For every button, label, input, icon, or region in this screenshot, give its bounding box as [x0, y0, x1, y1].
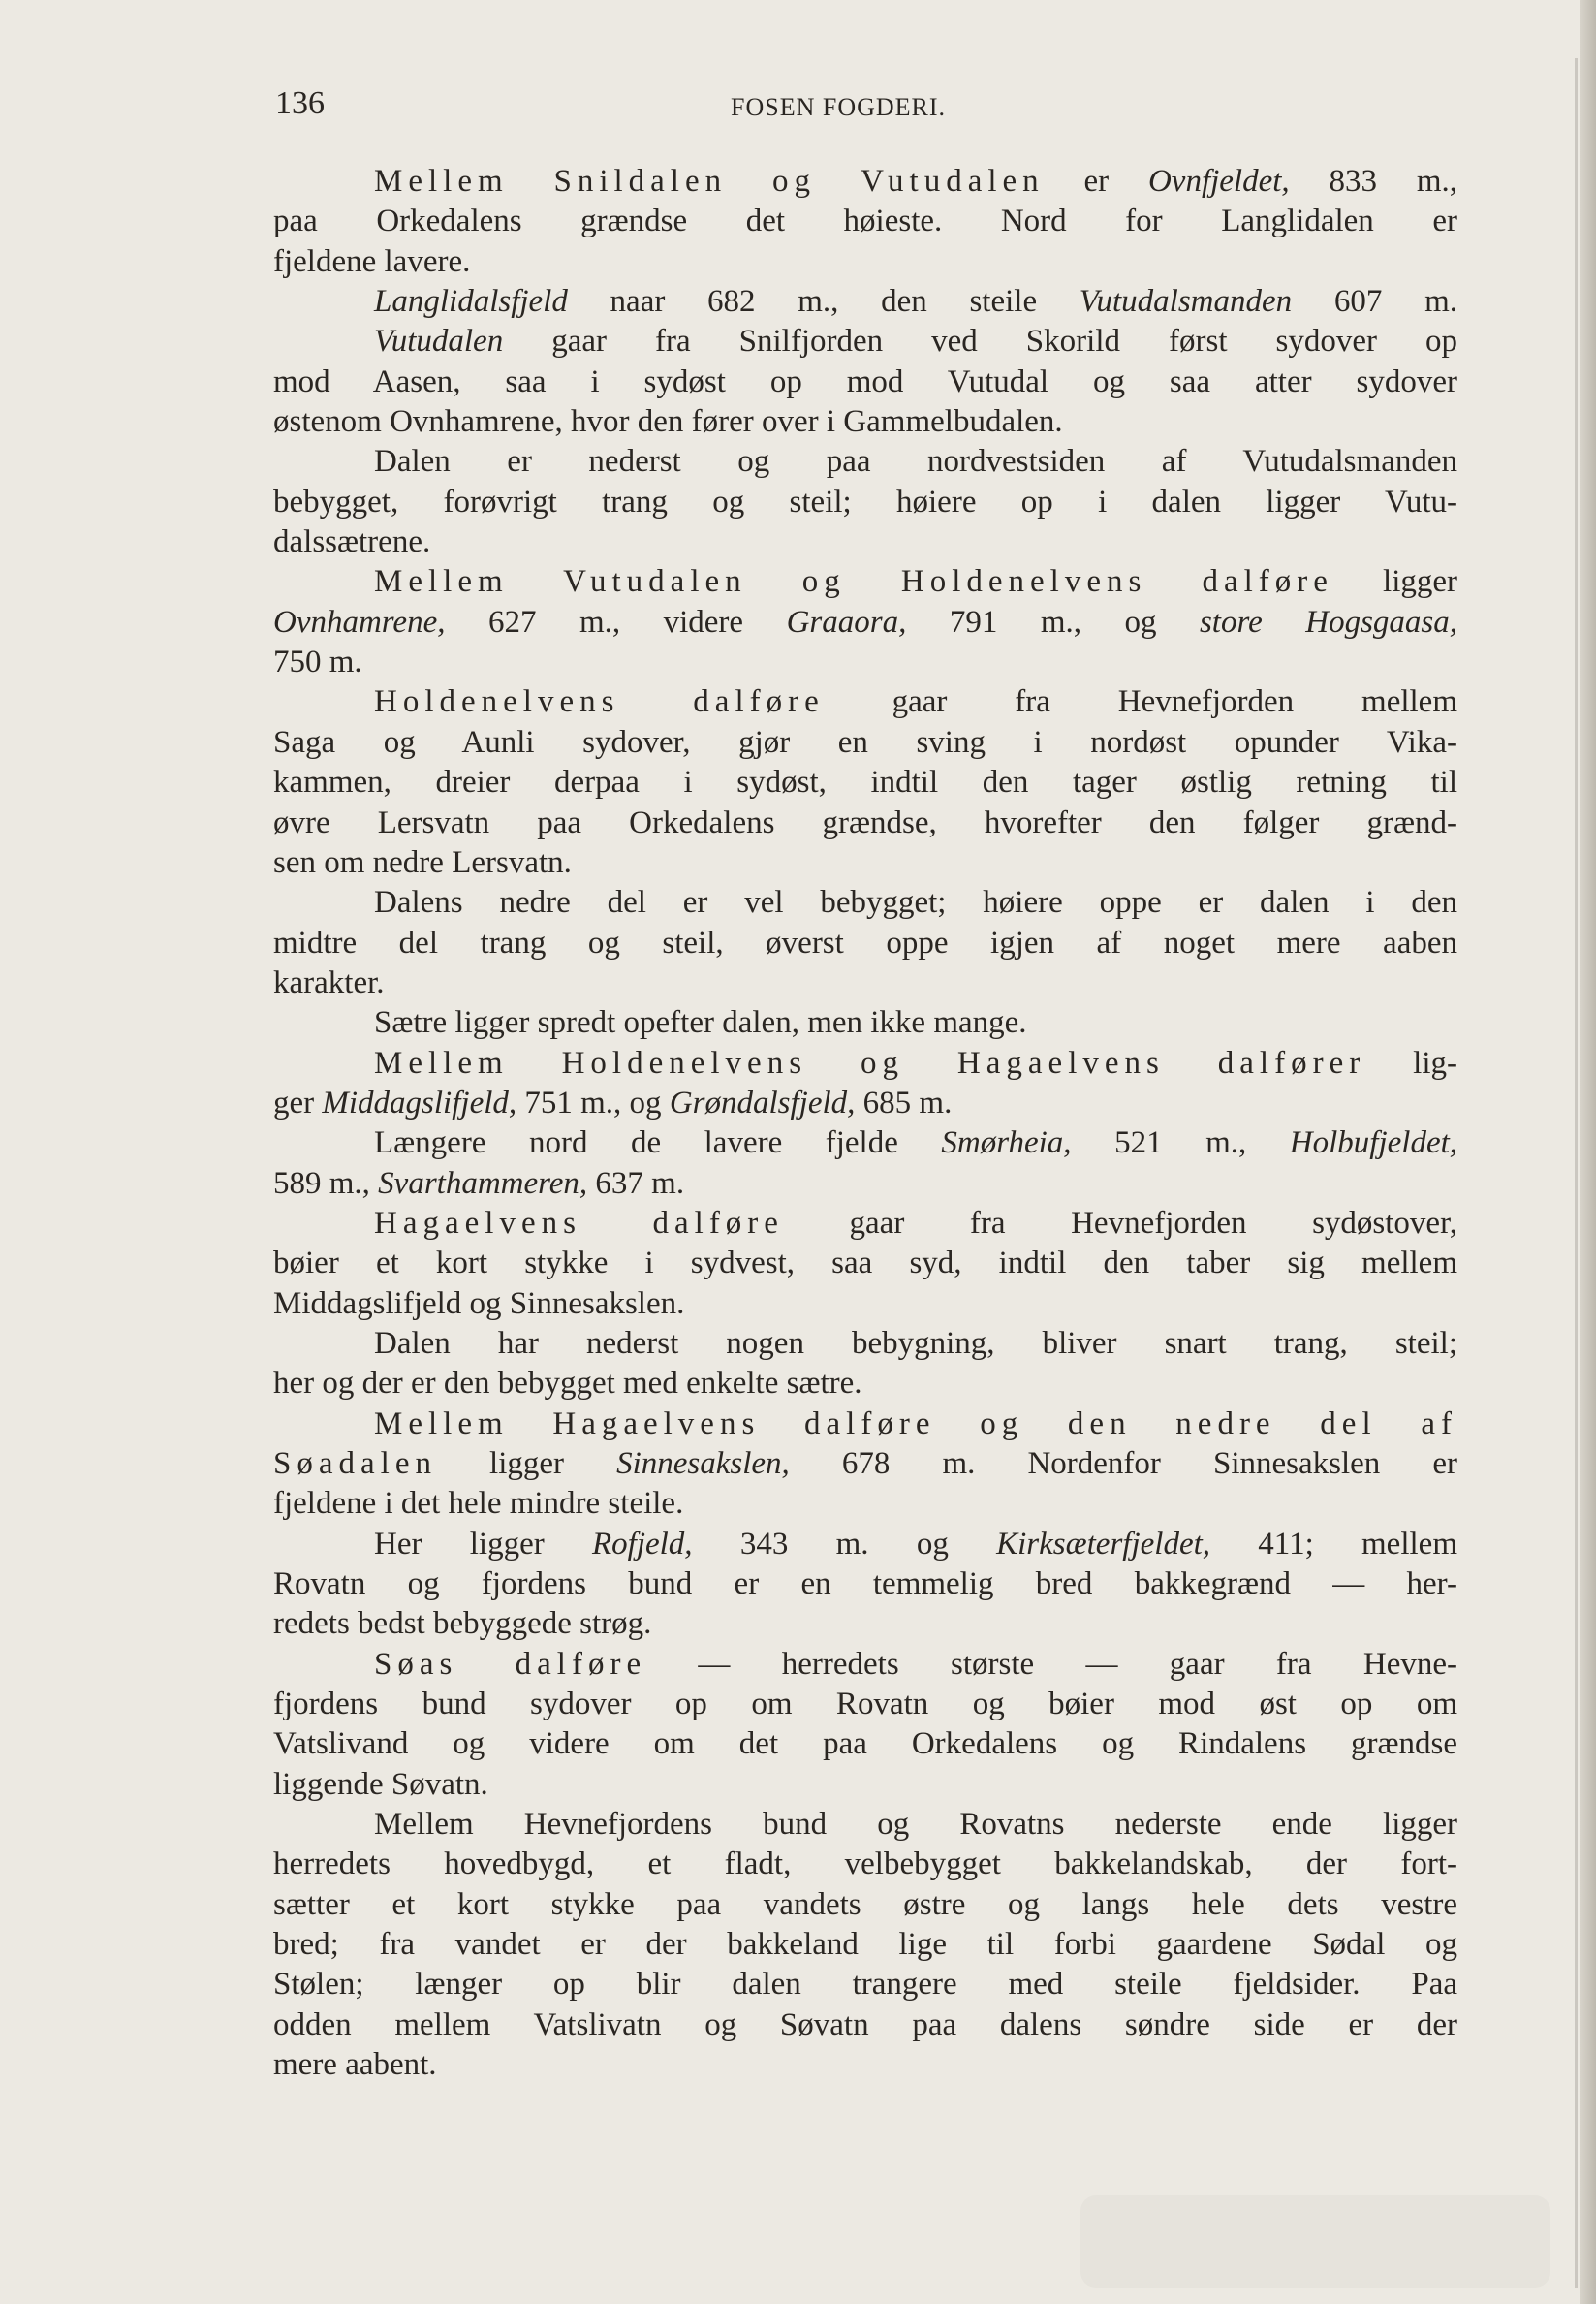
text-line — [273, 763, 1457, 803]
text-segment: ligger — [436, 1446, 617, 1481]
text-segment: Middagslifjeld og Sinnesakslen. — [273, 1285, 685, 1321]
text-segment: — herredets største — gaar fra Hevne- — [646, 1646, 1457, 1682]
italic-name: Rofjeld, — [592, 1526, 693, 1562]
text-segment: bred; fra vandet er der bakkeland lige til forbi gaardene Sødal og — [273, 1927, 1457, 1963]
text-line — [273, 562, 1457, 602]
spaced-heading: Mellem Holdenelvens og Hagaelvens dalfører — [374, 1045, 1366, 1081]
text-line — [273, 1845, 1457, 1884]
italic-name: Langlidalsfjeld — [374, 284, 568, 320]
spaced-heading: Holdenelvens dalføre — [374, 684, 825, 720]
italic-name: Middagslifjeld, — [322, 1085, 517, 1120]
italic-name: Sinnesakslen, — [616, 1446, 790, 1481]
text-segment: Dalens nedre del er vel bebygget; høiere oppe er dalen i den — [374, 885, 1457, 921]
spaced-heading: Mellem Hagaelvens dalføre og den nedre del af — [374, 1405, 1457, 1441]
text-segment: Rovatn og fjordens bund er en temmelig bred bakkegrænd — her- — [273, 1566, 1457, 1602]
text-line — [273, 603, 1457, 643]
text-segment: 607 m. — [1292, 284, 1457, 320]
text-segment: 791 m., og — [906, 604, 1200, 640]
text-segment: gaar fra Snilfjorden ved Skorild først sydover op — [503, 324, 1457, 360]
text-line — [273, 1484, 1457, 1524]
text-line — [273, 1123, 1457, 1163]
italic-name: Smørheia, — [941, 1125, 1072, 1161]
text-line — [273, 1164, 1457, 1204]
text-segment: 637 m. — [587, 1165, 685, 1201]
text-line — [273, 1965, 1457, 2004]
text-line — [273, 2005, 1457, 2045]
page-number: 136 — [275, 85, 325, 121]
text-line — [273, 2045, 1457, 2085]
text-segment: her og der er den bebygget med enkelte sætre. — [273, 1366, 862, 1402]
text-line — [273, 402, 1457, 442]
italic-name: Ovnhamrene, — [273, 604, 446, 640]
spaced-heading: Søas dalføre — [374, 1646, 647, 1682]
text-line — [273, 1885, 1457, 1925]
text-line — [273, 1044, 1457, 1084]
italic-name: Vutudalen — [374, 324, 504, 360]
text-line — [273, 1404, 1457, 1444]
text-segment: 627 m., videre — [445, 604, 787, 640]
text-line — [273, 843, 1457, 883]
text-line — [273, 1564, 1457, 1604]
text-line — [273, 242, 1457, 282]
text-segment: bøier et kort stykke i sydvest, saa syd, indtil den taber sig mellem — [273, 1246, 1457, 1281]
spaced-heading: Mellem Snildalen og Vutudalen — [374, 164, 1045, 199]
text-segment: herredets hovedbygd, et fladt, velbebygget bakkelandskab, der fort- — [273, 1846, 1457, 1882]
text-segment: sætter et kort stykke paa vandets østre og langs hele dets vestre — [273, 1886, 1457, 1922]
text-line — [273, 1525, 1457, 1564]
text-segment: kammen, dreier derpaa i sydøst, indtil den tager østlig retning til — [273, 765, 1457, 801]
italic-name: Ovnfjeldet, — [1147, 164, 1290, 199]
text-line — [273, 1925, 1457, 1965]
text-segment: Stølen; længer op blir dalen trangere med steile fjeldsider. Paa — [273, 1967, 1457, 2003]
italic-name: Vutudalsmanden — [1079, 284, 1293, 320]
text-segment: ger — [273, 1085, 323, 1120]
text-line — [273, 1003, 1457, 1043]
text-segment: dalssætrene. — [273, 524, 431, 560]
page-header — [275, 85, 1457, 134]
text-segment: bebygget, forøvrigt trang og steil; høiere op i dalen ligger Vutu- — [273, 484, 1457, 520]
text-line — [273, 202, 1457, 241]
page-edge-shadow — [1575, 58, 1578, 2288]
text-line — [273, 804, 1457, 843]
text-line — [273, 963, 1457, 1003]
running-head: FOSEN FOGDERI. — [731, 93, 947, 121]
text-segment: naar 682 m., den steile — [567, 284, 1080, 320]
text-segment: øvre Lersvatn paa Orkedalens grændse, hvorefter den følger grænd- — [273, 805, 1457, 840]
text-line — [273, 1284, 1457, 1324]
text-line — [273, 1805, 1457, 1845]
text-line — [273, 162, 1457, 202]
italic-name: Graaora, — [786, 604, 907, 640]
text-segment: sen om nedre Lersvatn. — [273, 844, 572, 880]
text-segment: østenom Ovnhamrene, hvor den fører over i Gammelbudalen. — [273, 404, 1063, 440]
text-line — [273, 322, 1457, 362]
text-segment: 411; mellem — [1210, 1526, 1457, 1562]
text-line — [273, 442, 1457, 482]
text-segment: Vatslivand og videre om det paa Orkedalens og Rindalens grændse — [273, 1726, 1457, 1762]
text-line — [273, 1685, 1457, 1724]
text-segment: redets bedst bebyggede strøg. — [273, 1606, 652, 1642]
text-line — [273, 363, 1457, 402]
text-body — [273, 162, 1457, 2086]
text-line — [273, 1604, 1457, 1644]
text-line — [273, 883, 1457, 923]
spaced-heading: Hagaelvens dalføre — [374, 1205, 784, 1241]
text-segment: mod Aasen, saa i sydøst op mod Vutudal og saa atter sydover — [273, 363, 1457, 399]
text-segment: fjordens bund sydover op om Rovatn og bøier mod øst op om — [273, 1687, 1457, 1722]
text-segment: 685 m. — [855, 1085, 953, 1120]
text-line — [273, 1765, 1457, 1805]
text-segment: 751 m., og — [516, 1085, 670, 1120]
text-line — [273, 1444, 1457, 1484]
text-line — [273, 1724, 1457, 1764]
text-segment: karakter. — [273, 964, 385, 1000]
text-line — [273, 282, 1457, 322]
scan-smudge — [1080, 2195, 1550, 2288]
text-line — [273, 1324, 1457, 1364]
text-segment: Saga og Aunli sydover, gjør en sving i nordøst opunder Vika- — [273, 724, 1457, 760]
text-segment: 750 m. — [273, 645, 362, 680]
text-line — [273, 1084, 1457, 1123]
text-segment: 589 m., — [273, 1165, 379, 1201]
text-segment: Her ligger — [374, 1526, 592, 1562]
italic-name: Holbufjeldet, — [1289, 1125, 1458, 1161]
italic-name: Grøndalsfjeld, — [669, 1085, 856, 1120]
text-segment: fjeldene lavere. — [273, 243, 471, 279]
text-segment: 678 m. Nordenfor Sinnesakslen er — [789, 1446, 1457, 1481]
text-line — [273, 924, 1457, 963]
text-line — [273, 1364, 1457, 1404]
spaced-heading: Mellem Vutudalen og Holdenelvens dalføre — [374, 564, 1333, 600]
text-segment: midtre del trang og steil, øverst oppe igjen af noget mere aaben — [273, 925, 1457, 961]
italic-name: store Hogsgaasa, — [1199, 604, 1457, 640]
page-right-edge — [1580, 0, 1596, 2304]
text-segment: Sætre ligger spredt opefter dalen, men ikke mange. — [374, 1005, 1027, 1041]
text-line — [273, 522, 1457, 562]
text-line — [273, 1244, 1457, 1283]
spaced-heading: Søadalen — [273, 1446, 437, 1481]
text-line — [273, 643, 1457, 682]
text-segment: lig- — [1365, 1045, 1457, 1081]
italic-name: Svarthammeren, — [378, 1165, 588, 1201]
text-line — [273, 483, 1457, 522]
text-segment: gaar fra Hevnefjorden sydøstover, — [783, 1205, 1457, 1241]
italic-name: Kirksæterfjeldet, — [996, 1526, 1211, 1562]
text-segment: 833 m., — [1289, 164, 1457, 199]
text-segment: Dalen er nederst og paa nordvestsiden af Vutudalsmanden — [374, 444, 1457, 480]
text-line — [273, 682, 1457, 722]
text-segment: Mellem Hevnefjordens bund og Rovatns nederste ende ligger — [374, 1807, 1457, 1843]
text-line — [273, 1204, 1457, 1244]
text-segment: er — [1044, 164, 1148, 199]
text-segment: fjeldene i det hele mindre steile. — [273, 1486, 684, 1522]
text-segment: 343 m. og — [692, 1526, 997, 1562]
text-segment: odden mellem Vatslivatn og Søvatn paa dalens søndre side er der — [273, 2006, 1457, 2042]
text-segment: Dalen har nederst nogen bebygning, bliver snart trang, steil; — [374, 1325, 1457, 1361]
text-segment: ligger — [1332, 564, 1457, 600]
text-segment: 521 m., — [1071, 1125, 1290, 1161]
text-segment: liggende Søvatn. — [273, 1766, 488, 1802]
text-line — [273, 723, 1457, 763]
text-segment: paa Orkedalens grændse det høieste. Nord for Langlidalen er — [273, 204, 1457, 239]
text-segment: mere aabent. — [273, 2047, 437, 2083]
text-segment: Længere nord de lavere fjelde — [374, 1125, 942, 1161]
text-line — [273, 1645, 1457, 1685]
text-segment: gaar fra Hevnefjorden mellem — [824, 684, 1457, 720]
